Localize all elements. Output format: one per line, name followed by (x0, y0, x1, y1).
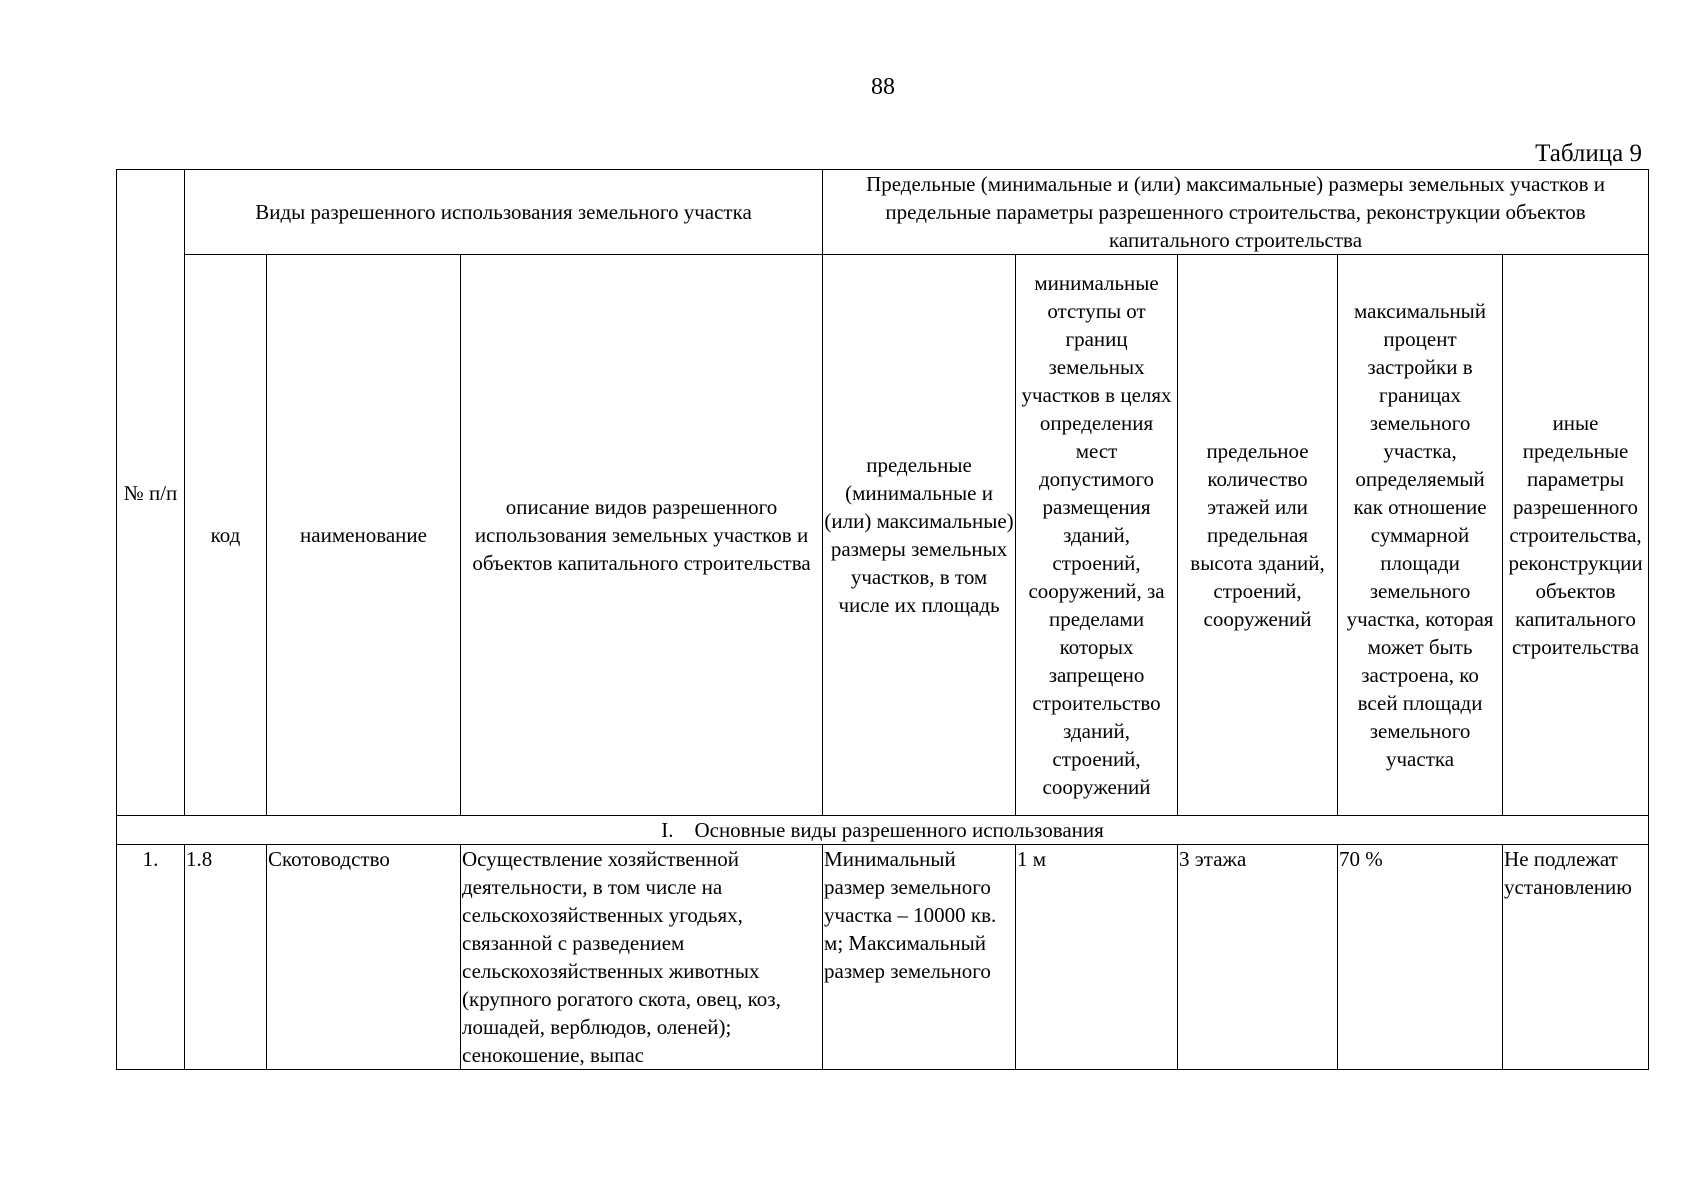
page-number: 88 (871, 74, 895, 100)
row-name: Скотоводство (267, 845, 461, 1070)
row-other: Не подлежат установлению (1503, 845, 1649, 1070)
land-use-table (116, 169, 1649, 1070)
header-floors: предельное количество этажей или предельная высота зданий, строений, сооружений (1178, 255, 1338, 816)
header-coverage: максимальный процент застройки в границах земельного участка, определяемый как отношение суммарной площади земельного участка, которая может быть застроена, ко всей площади земельного участка (1338, 255, 1503, 816)
header-plot-sizes: предельные (минимальные и (или) максимальные) размеры земельных участков, в том числе их площадь (823, 255, 1016, 816)
header-code: код (185, 255, 267, 816)
row-plot-sizes: Минимальный размер земельного участка – 10000 кв. м; Максимальный размер земельного (823, 845, 1016, 1070)
row-coverage: 70 % (1338, 845, 1503, 1070)
row-floors: 3 этажа (1178, 845, 1338, 1070)
header-group-limits: Предельные (минимальные и (или) максимальные) размеры земельных участков и предельные параметры разрешенного строительства, реконструкции объектов капитального строительства (823, 170, 1649, 255)
row-code: 1.8 (185, 845, 267, 1070)
header-other: иные предельные параметры разрешенного строительства, реконструкции объектов капитального строительства (1503, 255, 1649, 816)
header-row-2 (117, 255, 1649, 816)
header-description: описание видов разрешенного использования земельных участков и объектов капитального строительства (461, 255, 823, 816)
row-setbacks: 1 м (1016, 845, 1178, 1070)
header-setbacks: минимальные отступы от границ земельных участков в целях определения мест допустимого размещения зданий, строений, сооружений, за пределами которых запрещено строительство зданий, строений, сооружений (1016, 255, 1178, 816)
section-title: I. Основные виды разрешенного использования (117, 816, 1649, 845)
header-row-1 (117, 170, 1649, 255)
table-caption: Таблица 9 (1535, 140, 1642, 167)
header-num: № п/п (117, 170, 185, 816)
section-row (117, 816, 1649, 845)
header-name: наименование (267, 255, 461, 816)
row-description: Осуществление хозяйственной деятельности, в том числе на сельскохозяйственных угодьях, связанной с разведением сельскохозяйственных животных (крупного рогатого скота, овец, коз, лошадей, верблюдов, оленей); сенокошение, выпас (461, 845, 823, 1070)
row-num: 1. (117, 845, 185, 1070)
table-row (117, 845, 1649, 1070)
header-group-kinds: Виды разрешенного использования земельного участка (185, 170, 823, 255)
